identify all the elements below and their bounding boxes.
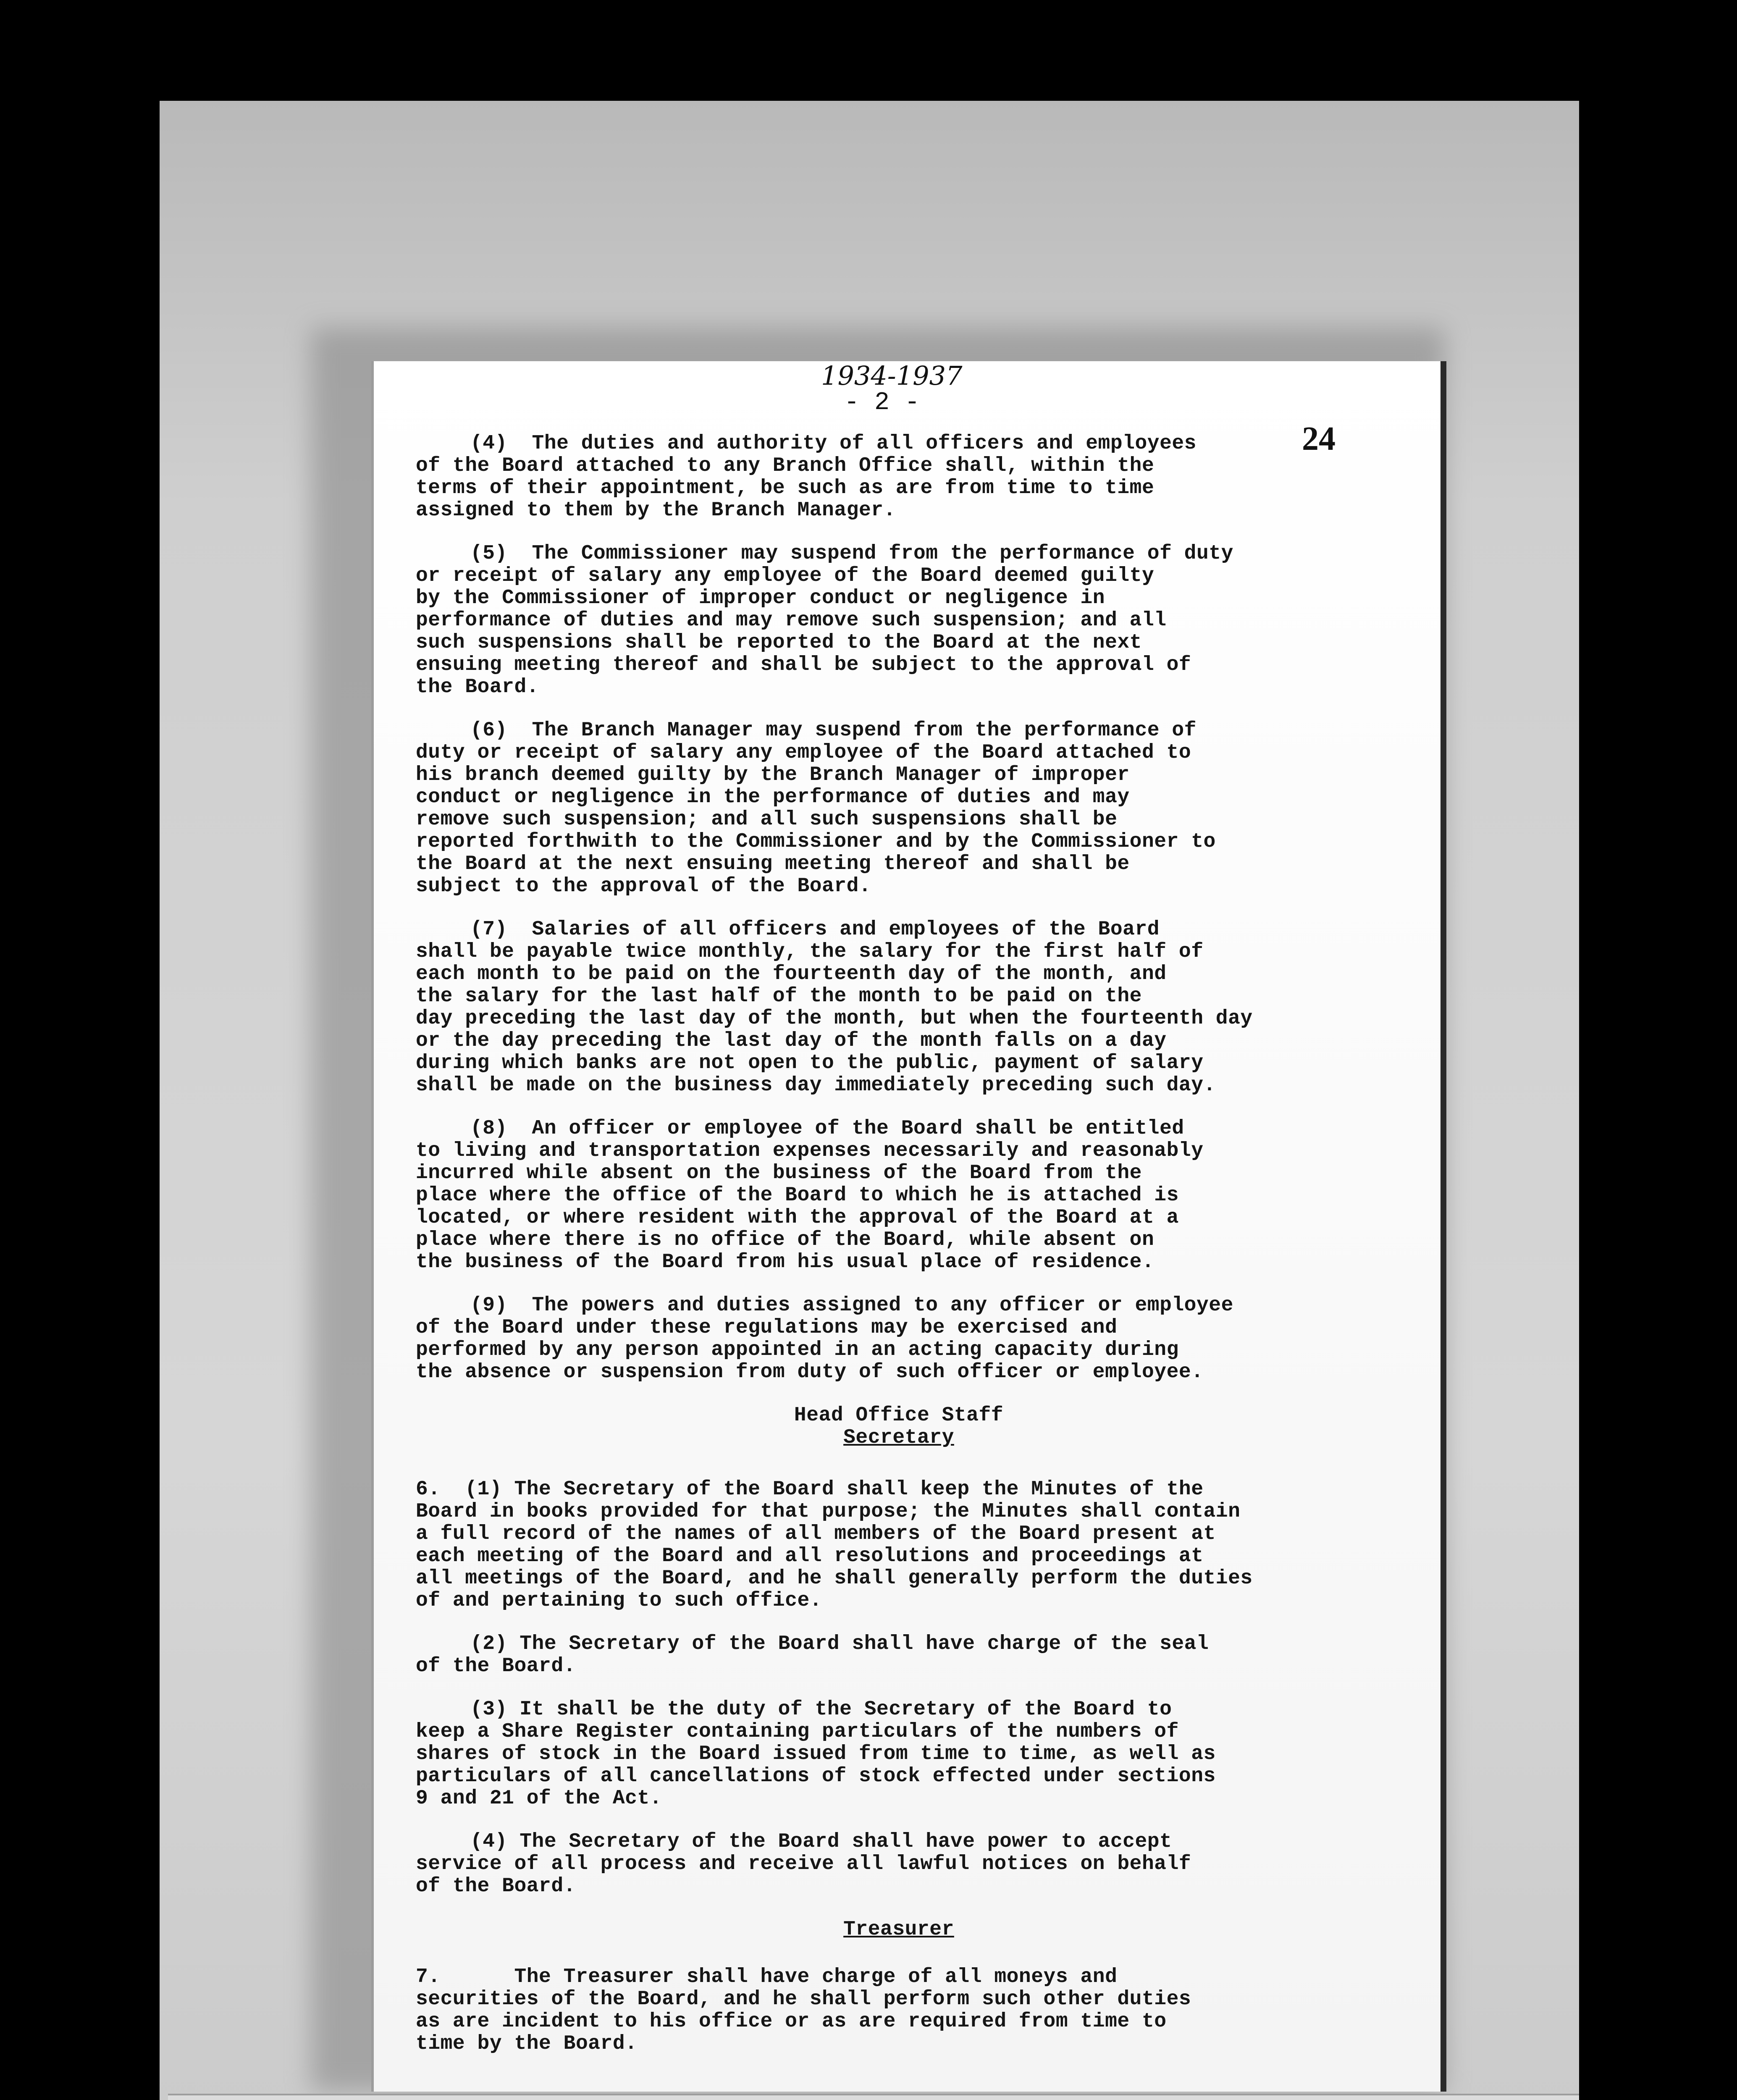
paragraph — [416, 919, 1382, 1097]
text-line: the Board at the next ensuing meeting thereof and shall be — [416, 853, 1130, 875]
document-body — [416, 433, 1382, 2076]
text-line: (2) The Secretary of the Board shall have charge of the seal — [470, 1633, 1209, 1655]
text-line: ensuing meeting thereof and shall be subject to the approval of — [416, 654, 1191, 676]
text-line: 9 and 21 of the Act. — [416, 1787, 662, 1810]
corner-number: 24 — [1302, 420, 1336, 457]
paragraph — [416, 1698, 1382, 1810]
text-line: of the Board. — [416, 1875, 576, 1898]
text-line: day preceding the last day of the month, but when the fourteenth day — [416, 1007, 1253, 1030]
text-line: terms of their appointment, be such as are from time to time — [416, 477, 1155, 499]
treasurer-paragraphs — [416, 1966, 1382, 2055]
paragraph — [416, 1633, 1382, 1677]
text-line: shall be made on the business day immediately preceding such day. — [416, 1074, 1216, 1097]
text-line: service of all process and receive all lawful notices on behalf — [416, 1853, 1191, 1875]
secretary-heading: Secretary — [843, 1426, 954, 1449]
text-line: each month to be paid on the fourteenth day of the month, and — [416, 963, 1167, 985]
text-line: as are incident to his office or as are required from time to — [416, 2010, 1167, 2033]
page-number: - 2 - — [844, 388, 920, 417]
text-line: of the Board. — [416, 1655, 576, 1677]
text-line: 6. (1) The Secretary of the Board shall keep the Minutes of the — [416, 1478, 1204, 1501]
paragraph — [416, 1966, 1382, 2055]
text-line: assigned to them by the Branch Manager. — [416, 499, 896, 522]
text-line: such suspensions shall be reported to the Board at the next — [416, 631, 1142, 654]
text-line: time by the Board. — [416, 2032, 638, 2055]
text-line: 7. The Treasurer shall have charge of all moneys and — [416, 1966, 1118, 1988]
text-line: of the Board attached to any Branch Office shall, within the — [416, 454, 1155, 477]
text-line: all meetings of the Board, and he shall generally perform the duties — [416, 1567, 1253, 1590]
text-line: the Board. — [416, 676, 539, 698]
paragraph — [416, 1478, 1382, 1612]
text-line: the business of the Board from his usual place of residence. — [416, 1251, 1155, 1273]
text-line: shares of stock in the Board issued from time to time, as well as — [416, 1743, 1216, 1765]
text-line: by the Commissioner of improper conduct or negligence in — [416, 587, 1105, 609]
text-line: to living and transportation expenses necessarily and reasonably — [416, 1139, 1204, 1162]
text-line: (6) The Branch Manager may suspend from the performance of — [470, 719, 1196, 742]
text-line: during which banks are not open to the public, payment of salary — [416, 1052, 1204, 1074]
text-line: of and pertaining to such office. — [416, 1589, 822, 1612]
text-line: subject to the approval of the Board. — [416, 875, 871, 898]
text-line: duty or receipt of salary any employee of the Board attached to — [416, 741, 1191, 764]
handwritten-note: 1934-1937 — [821, 360, 963, 391]
text-line: (9) The powers and duties assigned to any officer or employee — [470, 1294, 1233, 1317]
text-line: (4) The Secretary of the Board shall have power to accept — [470, 1830, 1172, 1853]
paragraph — [416, 433, 1382, 522]
text-line: reported forthwith to the Commissioner and by the Commissioner to — [416, 830, 1216, 853]
text-line: place where there is no office of the Board, while absent on — [416, 1228, 1155, 1251]
text-line: (7) Salaries of all officers and employees of the Board — [470, 918, 1160, 941]
text-line: a full record of the names of all members of the Board present at — [416, 1522, 1216, 1545]
text-line: remove such suspension; and all such suspensions shall be — [416, 808, 1118, 831]
paragraph — [416, 1118, 1382, 1273]
text-line: (5) The Commissioner may suspend from the performance of duty — [470, 542, 1233, 565]
text-line: shall be payable twice monthly, the salary for the first half of — [416, 940, 1204, 963]
text-line: of the Board under these regulations may be exercised and — [416, 1316, 1118, 1339]
text-line: (8) An officer or employee of the Board shall be entitled — [470, 1117, 1184, 1140]
text-line: performed by any person appointed in an acting capacity during — [416, 1339, 1179, 1361]
text-line: or receipt of salary any employee of the Board deemed guilty — [416, 564, 1155, 587]
text-line: incurred while absent on the business of the Board from the — [416, 1162, 1142, 1184]
text-line: (3) It shall be the duty of the Secretary of the Board to — [470, 1698, 1172, 1721]
text-line: performance of duties and may remove such suspension; and all — [416, 609, 1167, 632]
text-line: (4) The duties and authority of all officers and employees — [470, 432, 1196, 455]
text-line: the absence or suspension from duty of such officer or employee. — [416, 1361, 1204, 1383]
text-line: particulars of all cancellations of stock effected under sections — [416, 1765, 1216, 1788]
text-line: conduct or negligence in the performance of duties and may — [416, 786, 1130, 808]
section-heading: Head Office Staff — [794, 1404, 1004, 1427]
text-line: securities of the Board, and he shall perform such other duties — [416, 1988, 1191, 2011]
secretary-paragraphs — [416, 1478, 1382, 1898]
text-line: place where the office of the Board to which he is attached is — [416, 1184, 1179, 1207]
text-line: located, or where resident with the approval of the Board at a — [416, 1206, 1179, 1229]
text-line: his branch deemed guilty by the Branch Manager of improper — [416, 764, 1130, 786]
text-line: the salary for the last half of the month to be paid on the — [416, 985, 1142, 1008]
text-line: Board in books provided for that purpose; the Minutes shall contain — [416, 1500, 1241, 1523]
treasurer-heading: Treasurer — [843, 1918, 954, 1941]
paragraph — [416, 1294, 1382, 1383]
text-line: or the day preceding the last day of the month falls on a day — [416, 1029, 1167, 1052]
text-line: each meeting of the Board and all resolutions and proceedings at — [416, 1545, 1204, 1567]
paragraph — [416, 1831, 1382, 1898]
paragraph — [416, 719, 1382, 898]
top-paragraphs — [416, 433, 1382, 1383]
bottom-strip — [168, 2094, 1579, 2100]
paragraph — [416, 543, 1382, 698]
text-line: keep a Share Register containing particulars of the numbers of — [416, 1720, 1179, 1743]
